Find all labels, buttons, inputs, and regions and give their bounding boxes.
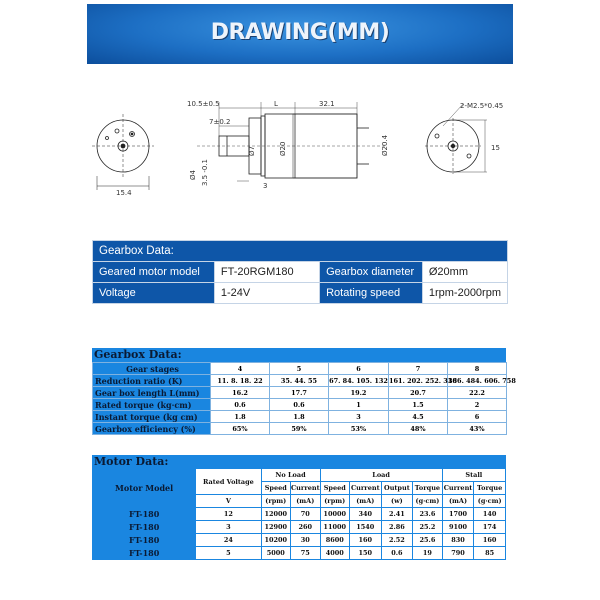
cell: 19 [413,547,443,560]
motor-model: FT-180 [93,521,196,534]
cell: 7 [389,363,448,375]
dim-mid-a: 7±0.2 [209,118,231,126]
motor-model: FT-180 [93,534,196,547]
row-label: Reduction ratio (K) [93,375,211,387]
sub-header: Current [291,482,321,495]
col-header-voltage: Rated Voltage [196,469,261,495]
cell: 9100 [442,521,474,534]
dim-d7: Ø7 [248,146,256,156]
table-row [93,363,507,375]
table-row [93,411,507,423]
table-row [93,547,506,560]
dim-holes: 2-M2.5*0.45 [460,102,504,110]
cell: 25.6 [413,534,443,547]
end-view-left [92,114,154,190]
cell: 4 [211,363,270,375]
basic-header: Gearbox Data: [93,241,508,262]
dim-left-width: 15.4 [116,189,132,197]
table-row [93,534,506,547]
cell: 6 [329,363,389,375]
cell: 161. 202. 252. 316 [389,376,457,385]
cell: 6 [448,411,507,423]
group-load: Load [320,469,442,482]
basic-label: Gearbox diameter [320,262,423,283]
cell: 2.41 [381,508,413,521]
basic-label: Rotating speed [320,283,423,304]
table-row [93,399,507,411]
dim-three: 3 [263,182,268,190]
cell: 1540 [349,521,381,534]
motor-data-title: Motor Data: [92,455,506,469]
cell: 48% [389,423,448,435]
sub-header: Torque [413,482,443,495]
unit-cell: (rpm) [320,495,349,508]
table-row [93,387,507,399]
cell: 160 [349,534,381,547]
cell: 386. 484. 606. 758 [448,376,516,385]
sub-header: Output [381,482,413,495]
unit-cell: (g·cm) [474,495,506,508]
cell: 5000 [261,547,290,560]
cell: 2.86 [381,521,413,534]
cell: 12000 [261,508,290,521]
row-label: Rated torque (kg·cm) [93,399,211,411]
dim-top-l: L [274,100,278,108]
cell: 20.7 [389,387,448,399]
cell: 25.2 [413,521,443,534]
sub-header: Speed [320,482,349,495]
dim-d20: Ø20 [279,141,287,156]
row-label: Gearbox efficiency (%) [93,423,211,435]
technical-drawing [87,96,513,206]
dim-d204: Ø20.4 [381,134,389,156]
cell: 140 [474,508,506,521]
end-view-right [425,104,487,174]
table-row [93,521,506,534]
cell: 23.6 [413,508,443,521]
banner-title: DRAWING(MM) [210,20,390,45]
dim-top-a: 10.5±0.5 [187,100,220,108]
cell: 19.2 [329,387,389,399]
basic-value: 1rpm-2000rpm [422,283,507,304]
group-noload: No Load [261,469,320,482]
cell: 35. 44. 55 [270,375,329,387]
cell: 11000 [320,521,349,534]
cell: 160 [474,534,506,547]
dim-d4: Ø4 [189,170,197,180]
title-banner [87,4,513,64]
cell: 30 [291,534,321,547]
cell: 3 [329,411,389,423]
unit-cell: (g·cm) [413,495,443,508]
cell: 24 [196,534,261,547]
cell: 53% [329,423,389,435]
cell: 11. 8. 18. 22 [211,375,270,387]
motor-model: FT-180 [93,547,196,560]
table-row [93,469,506,482]
cell: 43% [448,423,507,435]
cell: 260 [291,521,321,534]
cell: 1.5 [389,399,448,411]
cell: 67. 84. 105. 132 [329,376,388,385]
dim-fifteen: 15 [491,144,500,152]
sub-header: Current [442,482,474,495]
dim-flat: 3.5 -0.1 [201,158,209,186]
cell: 1.8 [211,411,270,423]
cell: 8600 [320,534,349,547]
cell: 3 [196,521,261,534]
cell: 1700 [442,508,474,521]
cell: 2 [448,399,507,411]
cell: 16.2 [211,387,270,399]
side-view [197,102,387,181]
cell: 70 [291,508,321,521]
cell: 1.8 [270,411,329,423]
cell: 174 [474,521,506,534]
cell: 790 [442,547,474,560]
group-stall: Stall [442,469,505,482]
sub-header: Torque [474,482,506,495]
cell: 340 [349,508,381,521]
unit-cell: (w) [381,495,413,508]
cell: 830 [442,534,474,547]
basic-label: Geared motor model [93,262,215,283]
row-label: Gear stages [93,363,211,375]
cell: 150 [349,547,381,560]
cell: 10200 [261,534,290,547]
cell: 8 [448,363,507,375]
unit-cell: (mA) [349,495,381,508]
sub-header: Current [349,482,381,495]
table-row [93,375,507,387]
cell: 5 [270,363,329,375]
cell: 0.6 [381,547,413,560]
cell: 1 [329,399,389,411]
gearbox-basic-table [92,240,508,304]
cell: 17.7 [270,387,329,399]
basic-value: 1-24V [214,283,319,304]
cell: 2.52 [381,534,413,547]
basic-label: Voltage [93,283,215,304]
cell: 75 [291,547,321,560]
row-label: Gear box length L(mm) [93,387,211,399]
dim-top-b: 32.1 [319,100,335,108]
cell: 4000 [320,547,349,560]
gearbox-data-table [92,362,516,435]
basic-value: Ø20mm [422,262,507,283]
basic-value: FT-20RGM180 [214,262,319,283]
row-label: Instant torque (kg cm) [93,411,211,423]
unit-cell: (mA) [291,495,321,508]
cell: 0.6 [211,399,270,411]
cell: 59% [270,423,329,435]
cell: 85 [474,547,506,560]
unit-cell: (mA) [442,495,474,508]
cell: 4.5 [389,411,448,423]
cell: 12 [196,508,261,521]
cell: 12900 [261,521,290,534]
cell: 65% [211,423,270,435]
cell: 5 [196,547,261,560]
col-header-model: Motor Model [93,469,196,508]
unit-cell: (rpm) [261,495,290,508]
cell: 22.2 [448,387,507,399]
cell: 10000 [320,508,349,521]
sub-header: Speed [261,482,290,495]
cell: 0.6 [270,399,329,411]
table-row [93,423,507,435]
gearbox-data-title: Gearbox Data: [92,348,506,362]
motor-data-table [92,468,506,560]
table-row [93,508,506,521]
motor-model: FT-180 [93,508,196,521]
unit-cell: V [196,495,261,508]
